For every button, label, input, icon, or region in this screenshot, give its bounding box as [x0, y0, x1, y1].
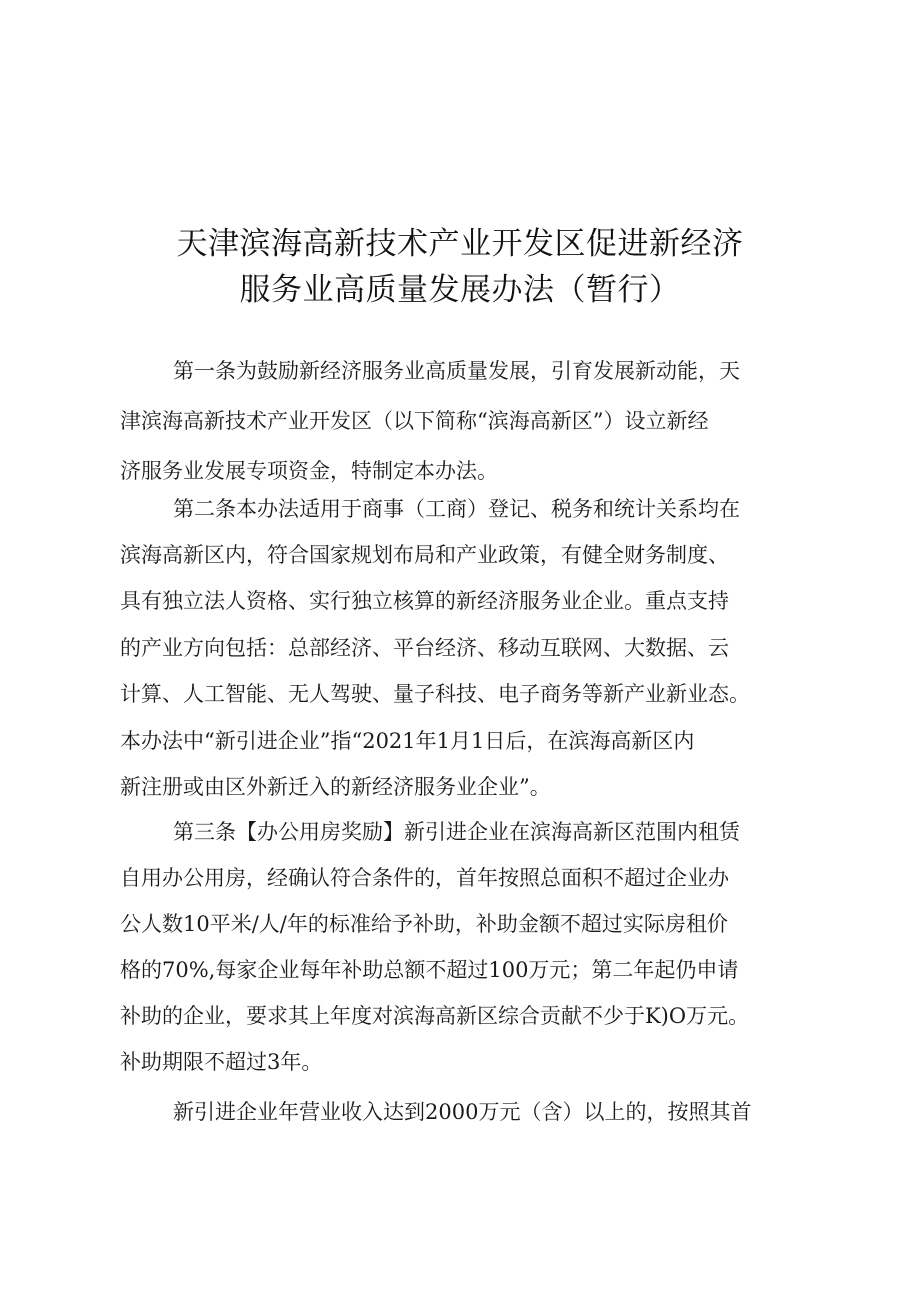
paragraph-line: 新注册或由区外新迁入的新经济服务业企业”。	[120, 775, 551, 799]
document-title-line-1: 天津滨海高新技术产业开发区促进新经济	[176, 226, 744, 262]
paragraph-line: 第二条本办法适用于商事（工商）登记、税务和统计关系均在	[173, 497, 740, 521]
paragraph-line: 的产业方向包括：总部经济、平台经济、移动互联网、大数据、云	[120, 636, 729, 660]
paragraph-line: 补助的企业，要求其上年度对滨海高新区综合贡献不少于K)O万元。	[120, 1004, 750, 1028]
paragraph-line: 格的70%,每家企业每年补助总额不超过100万元；第二年起仍申请	[120, 958, 739, 982]
paragraph-line: 津滨海高新技术产业开发区（以下简称“滨海高新区”）设立新经	[120, 409, 709, 433]
paragraph-line: 第一条为鼓励新经济服务业高质量发展，引育发展新动能，天	[173, 359, 740, 383]
paragraph-line: 济服务业发展专项资金，特制定本办法。	[120, 459, 498, 483]
paragraph-line: 具有独立法人资格、实行独立核算的新经济服务业企业。重点支持	[120, 589, 729, 613]
paragraph-line: 滨海高新区内，符合国家规划布局和产业政策，有健全财务制度、	[120, 543, 729, 567]
paragraph-line: 自用办公用房，经确认符合条件的，首年按照总面积不超过企业办	[120, 866, 729, 890]
paragraph-line: 本办法中“新引进企业”指“2021年1月1日后，在滨海高新区内	[120, 729, 695, 753]
paragraph-line: 计算、人工智能、无人驾驶、量子科技、电子商务等新产业新业态。	[120, 682, 750, 706]
paragraph-line: 补助期限不超过3年。	[120, 1050, 323, 1074]
paragraph-line: 新引进企业年营业收入达到2000万元（含）以上的，按照其首	[173, 1100, 752, 1124]
paragraph-line: 第三条【办公用房奖励】新引进企业在滨海高新区范围内租赁	[173, 820, 740, 844]
paragraph-line: 公人数10平米/人/年的标准给予补助，补助金额不超过实际房租价	[120, 912, 728, 936]
document-title-line-2: 服务业高质量发展办法（暂行）	[239, 272, 681, 308]
